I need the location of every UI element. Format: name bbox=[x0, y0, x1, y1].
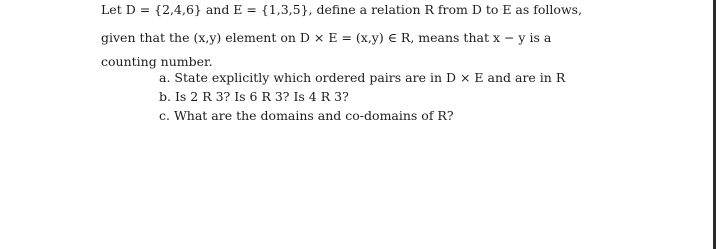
part-c: c. What are the domains and co-domains of R? bbox=[159, 108, 454, 123]
problem-line-3: counting number. bbox=[101, 54, 213, 69]
part-b: b. Is 2 R 3? Is 6 R 3? Is 4 R 3? bbox=[159, 89, 349, 104]
problem-line-2: given that the (x,y) element on D × E = (x,y) ∈ R, means that x − y is a bbox=[101, 30, 552, 45]
part-a: a. State explicitly which ordered pairs are in D × E and are in R bbox=[159, 70, 566, 85]
page-edge-divider bbox=[713, 0, 716, 249]
problem-line-1: Let D = {2,4,6} and E = {1,3,5}, define a relation R from D to E as follows, bbox=[101, 2, 583, 17]
